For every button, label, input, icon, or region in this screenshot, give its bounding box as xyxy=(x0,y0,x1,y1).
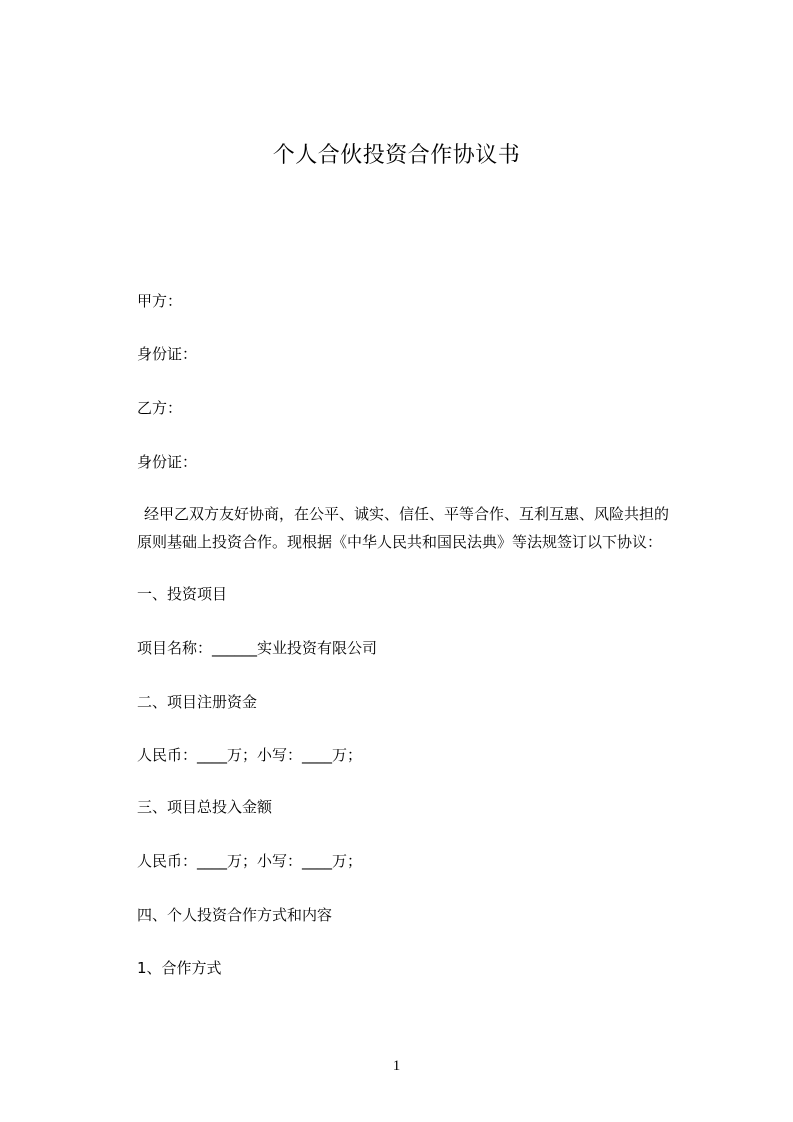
party-b-id-label: 身份证： xyxy=(137,453,198,471)
party-b-label: 乙方： xyxy=(137,399,183,417)
section-3-heading: 三、项目总投入金额 xyxy=(137,798,273,816)
document-title: 个人合伙投资合作协议书 xyxy=(272,143,521,168)
preamble-paragraph xyxy=(137,500,703,556)
registered-capital-line: 人民币：____万；小写：____万； xyxy=(137,746,363,764)
project-name-line: 项目名称：______实业投资有限公司 xyxy=(137,639,378,657)
preamble-line-1: 经甲乙双方友好协商，在公平、诚实、信任、平等合作、互利互惠、风险共担的 xyxy=(144,505,670,523)
subsection-1-heading: 1、合作方式 xyxy=(137,959,222,977)
section-4-heading: 四、个人投资合作方式和内容 xyxy=(137,906,333,924)
section-1-heading: 一、投资项目 xyxy=(137,585,228,603)
party-a-id-label: 身份证： xyxy=(137,345,198,363)
page-number: 1 xyxy=(392,1058,401,1074)
party-a-label: 甲方： xyxy=(137,292,183,310)
section-2-heading: 二、项目注册资金 xyxy=(137,693,258,711)
total-investment-line: 人民币：____万；小写：____万； xyxy=(137,852,363,870)
preamble-line-2: 原则基础上投资合作。现根据《中华人民共和国民法典》等法规签订以下协议： xyxy=(137,533,663,551)
